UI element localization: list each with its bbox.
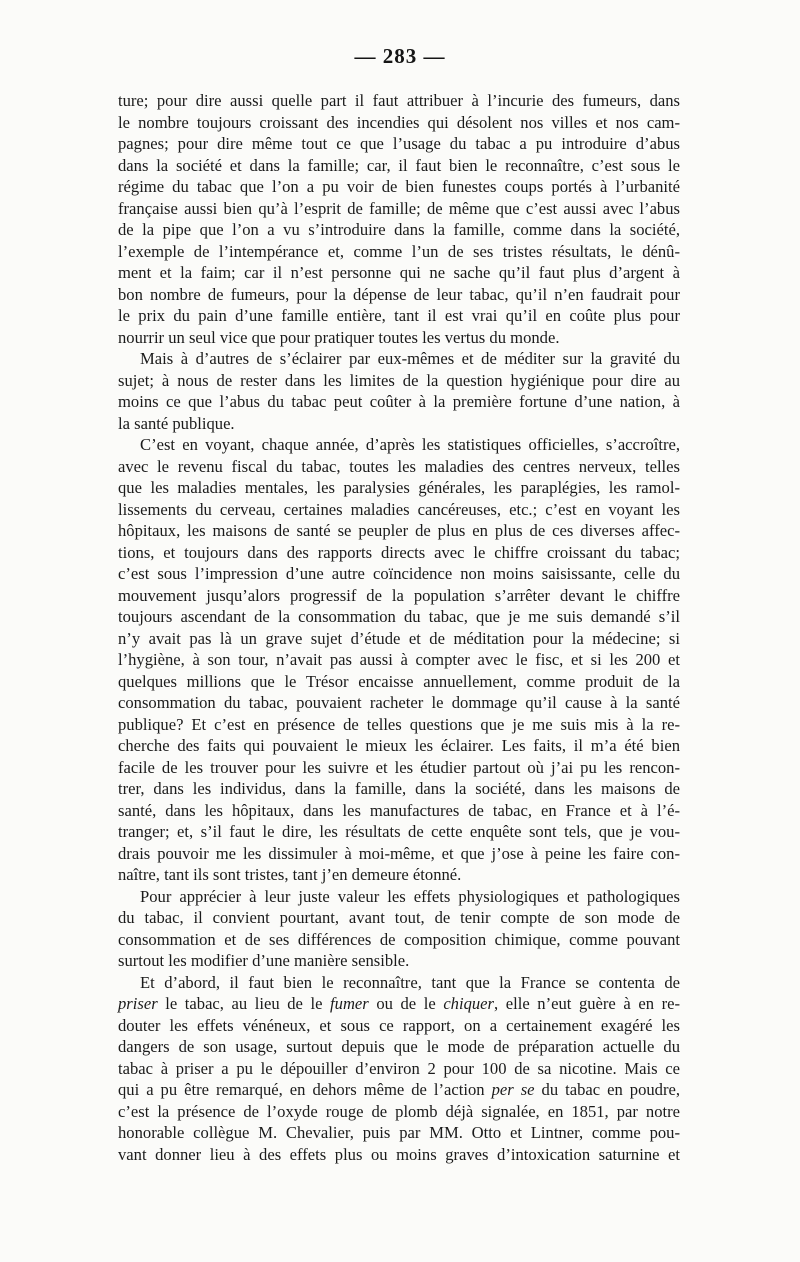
text-line: publique? Et c’est en présence de telles questions que je me suis mis à la re- [118, 714, 680, 734]
text-line: naître, tant ils sont tristes, tant j’en demeure étonné. [118, 865, 462, 884]
text-line: cherche des faits qui pouvaient le mieux les éclairer. Les faits, il m’a été bien [118, 736, 680, 755]
text-line: santé, dans les hôpitaux, dans les manufactures de tabac, en France et à l’é- [118, 800, 680, 820]
text-line: de la pipe que l’on a vu s’introduire dans la famille, comme dans la société, [118, 220, 680, 239]
text-line: consommation et de ses différences de composition chimique, comme pouvant [118, 929, 680, 949]
text-line: le prix du pain d’une famille entière, tant il est vrai qu’il en coûte plus pour [118, 306, 680, 325]
text-line: vant donner lieu à des effets plus ou moins graves d’intoxication saturnine et [118, 1144, 680, 1164]
text-line: tranger; et, s’il faut le dire, les résultats de cette enquête sont tels, que je vou- [118, 822, 680, 841]
text-line: moins ce que l’abus du tabac peut coûter à la première fortune d’une nation, à [118, 392, 680, 411]
text-line: bon nombre de fumeurs, pour la dépense de leur tabac, qu’il n’en faudrait pour [118, 284, 680, 304]
text-line: dans la société et dans la famille; car, il faut bien le reconnaître, c’est sous le [118, 155, 680, 175]
text-line: du tabac, il convient pourtant, avant tout, de tenir compte de son mode de [118, 908, 680, 927]
text-line: nourrir un seul vice que pour pratiquer toutes les vertus du monde. [118, 327, 560, 347]
text-line: française aussi bien qu’à l’esprit de famille; de même que c’est aussi avec l’abus [118, 198, 680, 218]
text-line: Mais à d’autres de s’éclairer par eux-mêmes et de méditer sur la gravité du [140, 349, 680, 368]
text-line: quelques millions que le Trésor encaisse annuellement, comme produit de la [118, 671, 680, 691]
text-line: pagnes; pour dire même tout ce que l’usage du tabac a pu introduire d’abus [118, 134, 680, 153]
text-line: drais pouvoir me les dissimuler à moi-même, et que j’ose à peine les faire con- [118, 843, 680, 863]
text-line: mouvement jusqu’alors progressif de la population s’arrêter devant le chiffre [118, 585, 680, 605]
text-line: que les maladies mentales, les paralysies générales, les paraplégies, les ramol- [118, 478, 680, 497]
text-line: Et d’abord, il faut bien le reconnaître, tant que la France se contenta de [140, 972, 680, 992]
text-line: hôpitaux, les maisons de santé se peupler de plus en plus de ces diverses affec- [118, 521, 680, 540]
text-line: tabac à priser a pu le dépouiller d’environ 2 pour 100 de sa nicotine. Mais ce [118, 1058, 680, 1078]
text-line: ment et la faim; car il n’est personne qui ne sache qu’il faut plus d’argent à [118, 263, 680, 282]
text-line: avec le revenu fiscal du tabac, toutes les maladies des centres nerveux, telles [118, 456, 680, 476]
text-line: surtout les modifier d’une manière sensible. [118, 951, 410, 970]
text-line: la santé publique. [118, 413, 235, 433]
text-line: régime du tabac que l’on a pu voir de bien funestes coups portés à l’urbanité [118, 177, 680, 196]
text-line: sujet; à nous de rester dans les limites de la question hygiénique pour dire au [118, 370, 680, 390]
text-line: douter les effets vénéneux, et sous ce rapport, on a certainement exagéré les [118, 1015, 680, 1035]
text-line: lissements du cerveau, certaines maladies cancéreuses, etc.; c’est en voyant les [118, 499, 680, 519]
text-line: C’est en voyant, chaque année, d’après les statistiques officielles, s’accroître, [140, 435, 680, 454]
text-line: dangers de son usage, surtout depuis que le mode de préparation actuelle du [118, 1037, 680, 1056]
text-line: l’exemple de l’intempérance et, comme l’un de ses tristes résultats, le dénû- [118, 241, 680, 261]
text-line: toujours ascendant de la consommation du tabac, que je me suis demandé s’il [118, 607, 680, 626]
text-line: le nombre toujours croissant des incendies qui désolent nos villes et nos cam- [118, 112, 680, 132]
text-line: c’est sous l’impression d’une autre coïncidence non moins saisissante, celle du [118, 564, 680, 583]
text-line: tions, et toujours dans des rapports directs avec le chiffre croissant du tabac; [118, 542, 680, 562]
text-line: Pour apprécier à leur juste valeur les effets physiologiques et pathologiques [140, 886, 680, 906]
text-line: c’est la présence de l’oxyde rouge de plomb déjà signalée, en 1851, par notre [118, 1101, 680, 1121]
text-line: priser le tabac, au lieu de le fumer ou de le chiquer, elle n’eut guère à en re- [118, 994, 680, 1013]
body-text [118, 90, 680, 1165]
text-line: consommation du tabac, pouvaient racheter le dommage qu’il cause à la santé [118, 693, 680, 712]
text-line: n’y avait pas là un grave sujet d’étude et de méditation pour la médecine; si [118, 628, 680, 648]
text-line: honorable collègue M. Chevalier, puis par MM. Otto et Lintner, comme pou- [118, 1123, 680, 1142]
text-line: l’hygiène, à son tour, n’avait pas aussi à compter avec le fisc, et si les 200 et [118, 650, 680, 669]
text-line: trer, dans les individus, dans la famille, dans la société, dans les maisons de [118, 779, 680, 798]
text-line: facile de les trouver pour les suivre et les étudier partout où j’ai pu les rencon- [118, 757, 680, 777]
text-line: qui a pu être remarqué, en dehors même de l’action per se du tabac en poudre, [118, 1080, 680, 1099]
text-line: ture; pour dire aussi quelle part il faut attribuer à l’incurie des fumeurs, dans [118, 91, 680, 110]
page-number: — 283 — [354, 44, 446, 68]
